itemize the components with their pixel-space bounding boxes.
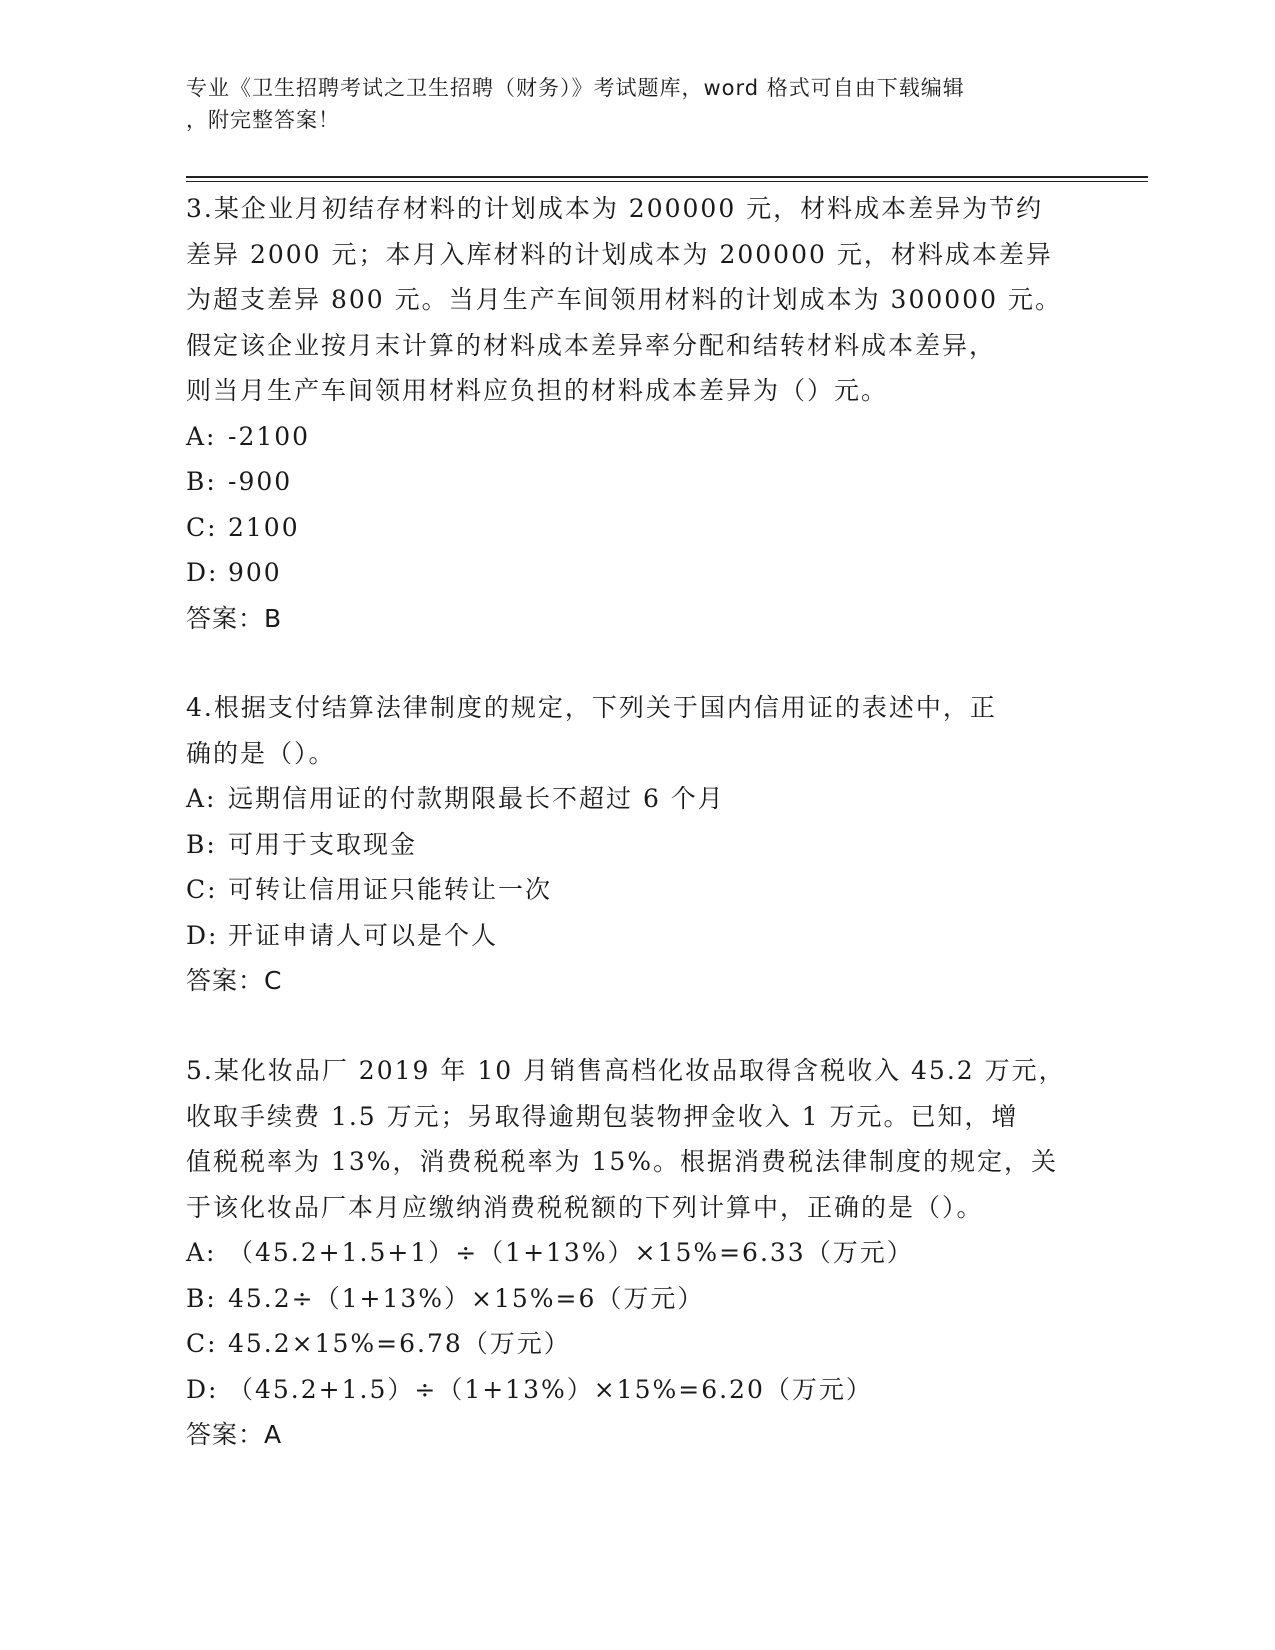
option-a <box>186 1230 1066 1276</box>
option-letter: C: <box>186 875 218 904</box>
option-text: 可用于支取现金 <box>228 829 418 859</box>
question-stem-line: 假定该企业按月末计算的材料成本差异率分配和结转材料成本差异， <box>186 330 997 360</box>
option-text: 远期信用证的付款期限最长不超过 6 个月 <box>228 784 725 813</box>
option-letter: A: <box>186 1238 217 1267</box>
option-c <box>186 867 1066 913</box>
question-stem-line: 4.根据支付结算法律制度的规定，下列关于国内信用证的表述中，正 <box>186 693 997 722</box>
question-stem-line: 于该化妆品厂本月应缴纳消费税税额的下列计算中，正确的是（）。 <box>186 1192 984 1222</box>
option-text: 45.2÷（1+13%）×15%=6（万元） <box>228 1283 705 1313</box>
header-line-2: ，附完整答案！ <box>186 108 340 132</box>
question-stem-line: 确的是（）。 <box>186 738 336 768</box>
option-b <box>186 822 1066 868</box>
option-letter: A: <box>186 784 217 813</box>
option-text: 可转让信用证只能转让一次 <box>228 875 553 904</box>
option-text: 2100 <box>228 512 300 542</box>
header-line-1: 专业《卫生招聘考试之卫生招聘（财务）》考试题库，word 格式可自由下载编辑 <box>186 76 965 100</box>
option-c <box>186 1321 1066 1367</box>
option-text: 45.2×15%=6.78（万元） <box>228 1329 571 1358</box>
option-b <box>186 1276 1066 1322</box>
header-divider-thick <box>186 176 1148 178</box>
question-5 <box>186 1048 1066 1458</box>
header-divider-thin <box>186 181 1148 182</box>
option-a <box>186 776 1066 822</box>
option-d <box>186 1367 1066 1413</box>
option-d <box>186 913 1066 959</box>
option-b <box>186 459 1066 505</box>
option-text: -900 <box>228 467 293 496</box>
answer-line: 答案：C <box>186 966 283 995</box>
option-text: （45.2+1.5）÷（1+13%）×15%=6.20（万元） <box>228 1374 873 1404</box>
question-stem-line: 差异 2000 元；本月入库材料的计划成本为 200000 元，材料成本差异 <box>186 239 1053 269</box>
option-text: 开证申请人可以是个人 <box>228 920 499 950</box>
question-3 <box>186 186 1066 641</box>
question-stem-line: 为超支差异 800 元。当月生产车间领用材料的计划成本为 300000 元。 <box>186 285 1062 314</box>
document-header <box>186 72 1066 136</box>
question-stem-line: 5.某化妆品厂 2019 年 10 月销售高档化妆品取得含税收入 45.2 万元， <box>186 1056 1066 1085</box>
option-letter: D: <box>186 1374 219 1404</box>
option-text: -2100 <box>228 421 311 451</box>
option-text: （45.2+1.5+1）÷（1+13%）×15%=6.33（万元） <box>228 1238 914 1267</box>
option-letter: D: <box>186 558 219 587</box>
option-letter: A: <box>186 421 217 451</box>
option-a <box>186 414 1066 460</box>
answer-line: 答案：B <box>186 603 283 633</box>
question-stem-line: 则当月生产车间领用材料应负担的材料成本差异为（）元。 <box>186 376 889 405</box>
answer-line: 答案：A <box>186 1420 283 1449</box>
question-4 <box>186 685 1066 1004</box>
question-stem-line: 值税税率为 13%，消费税税率为 15%。根据消费税法律制度的规定，关 <box>186 1147 1059 1176</box>
option-letter: D: <box>186 920 219 950</box>
option-letter: C: <box>186 1329 218 1358</box>
option-letter: B: <box>186 467 217 496</box>
option-c <box>186 505 1066 551</box>
question-stem-line: 收取手续费 1.5 万元；另取得逾期包装物押金收入 1 万元。已知，增 <box>186 1101 1019 1131</box>
option-text: 900 <box>228 558 282 587</box>
question-stem-line: 3.某企业月初结存材料的计划成本为 200000 元，材料成本差异为节约 <box>186 194 1044 223</box>
option-letter: B: <box>186 829 217 859</box>
option-d <box>186 550 1066 596</box>
option-letter: B: <box>186 1283 217 1313</box>
option-letter: C: <box>186 512 218 542</box>
